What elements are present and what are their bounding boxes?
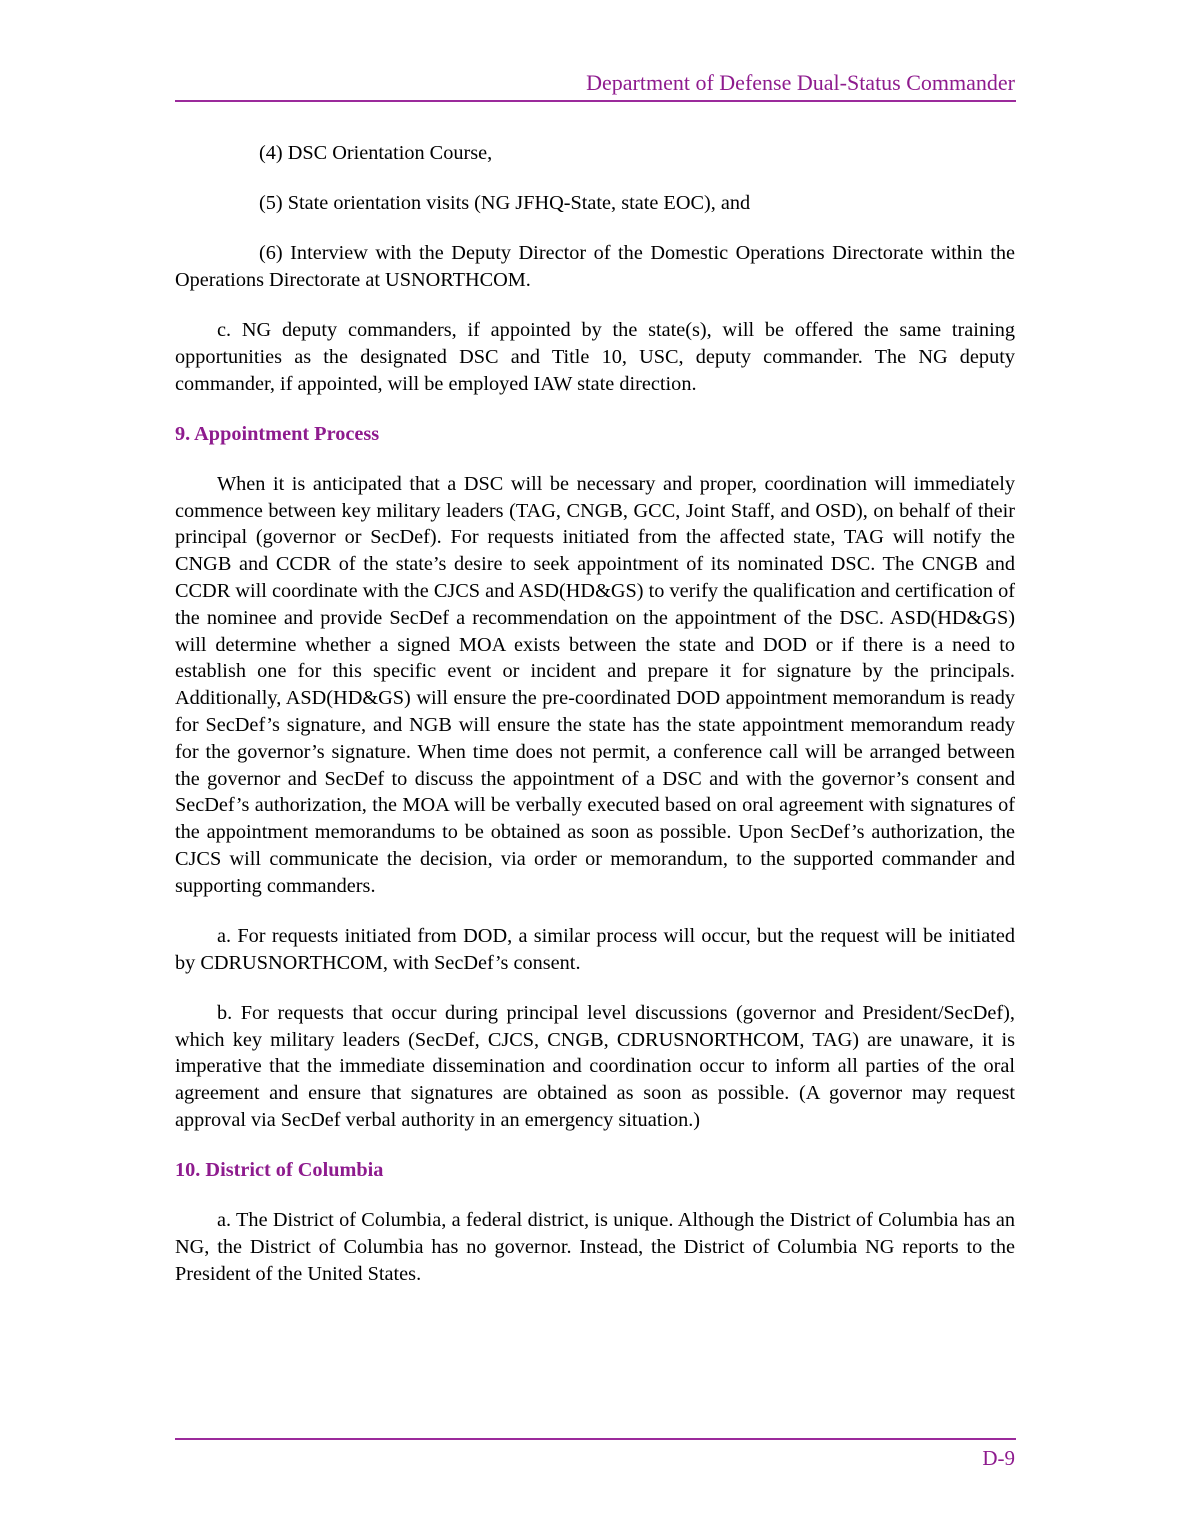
section-10-paragraph-a: a. The District of Columbia, a federal district, is unique. Although the District of Columbia has an NG, the District of Columbia has no governor. Instead, the District of Columbia NG reports to the President of the United States. <box>175 1209 1015 1285</box>
footer-rule <box>175 1438 1016 1440</box>
running-header-title: Department of Defense Dual-Status Commander <box>586 70 1015 95</box>
section-9-heading: 9. Appointment Process <box>175 422 380 445</box>
list-item-6: (6) Interview with the Deputy Director of the Domestic Operations Directorate within the Operations Directorate at USNORTHCOM. <box>175 242 1015 291</box>
page-body <box>175 140 1015 1311</box>
paragraph-c: c. NG deputy commanders, if appointed by the state(s), will be offered the same training opportunities as the designated DSC and Title 10, USC, deputy commander. The NG deputy commander, if appointed, will be employed IAW state direction. <box>175 319 1015 395</box>
header-rule <box>175 100 1016 102</box>
section-9-paragraph-b: b. For requests that occur during principal level discussions (governor and President/SecDef), which key military leaders (SecDef, CJCS, CNGB, CDRUSNORTHCOM, TAG) are unaware, it is imperative that the immediate dissemination and coordination occur to inform all parties of the oral agreement and ensure that signatures are obtained as soon as possible. (A governor may request approval via SecDef verbal authority in an emergency situation.) <box>175 1001 1015 1131</box>
page-number: D-9 <box>982 1446 1015 1470</box>
list-item-4: (4) DSC Orientation Course, <box>259 142 493 164</box>
section-9-paragraph-a: a. For requests initiated from DOD, a similar process will occur, but the request will be initiated by CDRUSNORTHCOM, with SecDef’s consent. <box>175 924 1015 974</box>
section-10-heading: 10. District of Columbia <box>175 1159 384 1182</box>
list-item-5: (5) State orientation visits (NG JFHQ-State, state EOC), and <box>259 192 751 215</box>
section-9-intro-paragraph: When it is anticipated that a DSC will be necessary and proper, coordination will immediately commence between key military leaders (TAG, CNGB, GCC, Joint Staff, and OSD), on behalf of their principal (governor or SecDef). For requests initiated from the affected state, TAG will notify the CNGB and CCDR of the state’s desire to seek appointment of its nominated DSC. The CNGB and CCDR will coordinate with the CJCS and ASD(HD&GS) to verify the qualification and certification of the nominee and provide SecDef a recommendation on the appointment of the DSC. ASD(HD&GS) will determine whether a signed MOA exists between the state and DOD or if there is a need to establish one for this specific event or incident and prepare it for signature by the principals. Additionally, ASD(HD&GS) will ensure the pre-coordinated DOD appointment memorandum is ready for SecDef’s signature, and NGB will ensure the state has the state appointment memorandum ready for the governor’s signature. When time does not permit, a conference call will be arranged between the governor and SecDef to discuss the appointment of a DSC and with the governor’s consent and SecDef’s authorization, the MOA will be verbally executed based on oral agreement with signatures of the appointment memorandums to be obtained as soon as possible. Upon SecDef’s authorization, the CJCS will communicate the decision, via order or memorandum, to the supported commander and supporting commanders. <box>175 472 1015 897</box>
